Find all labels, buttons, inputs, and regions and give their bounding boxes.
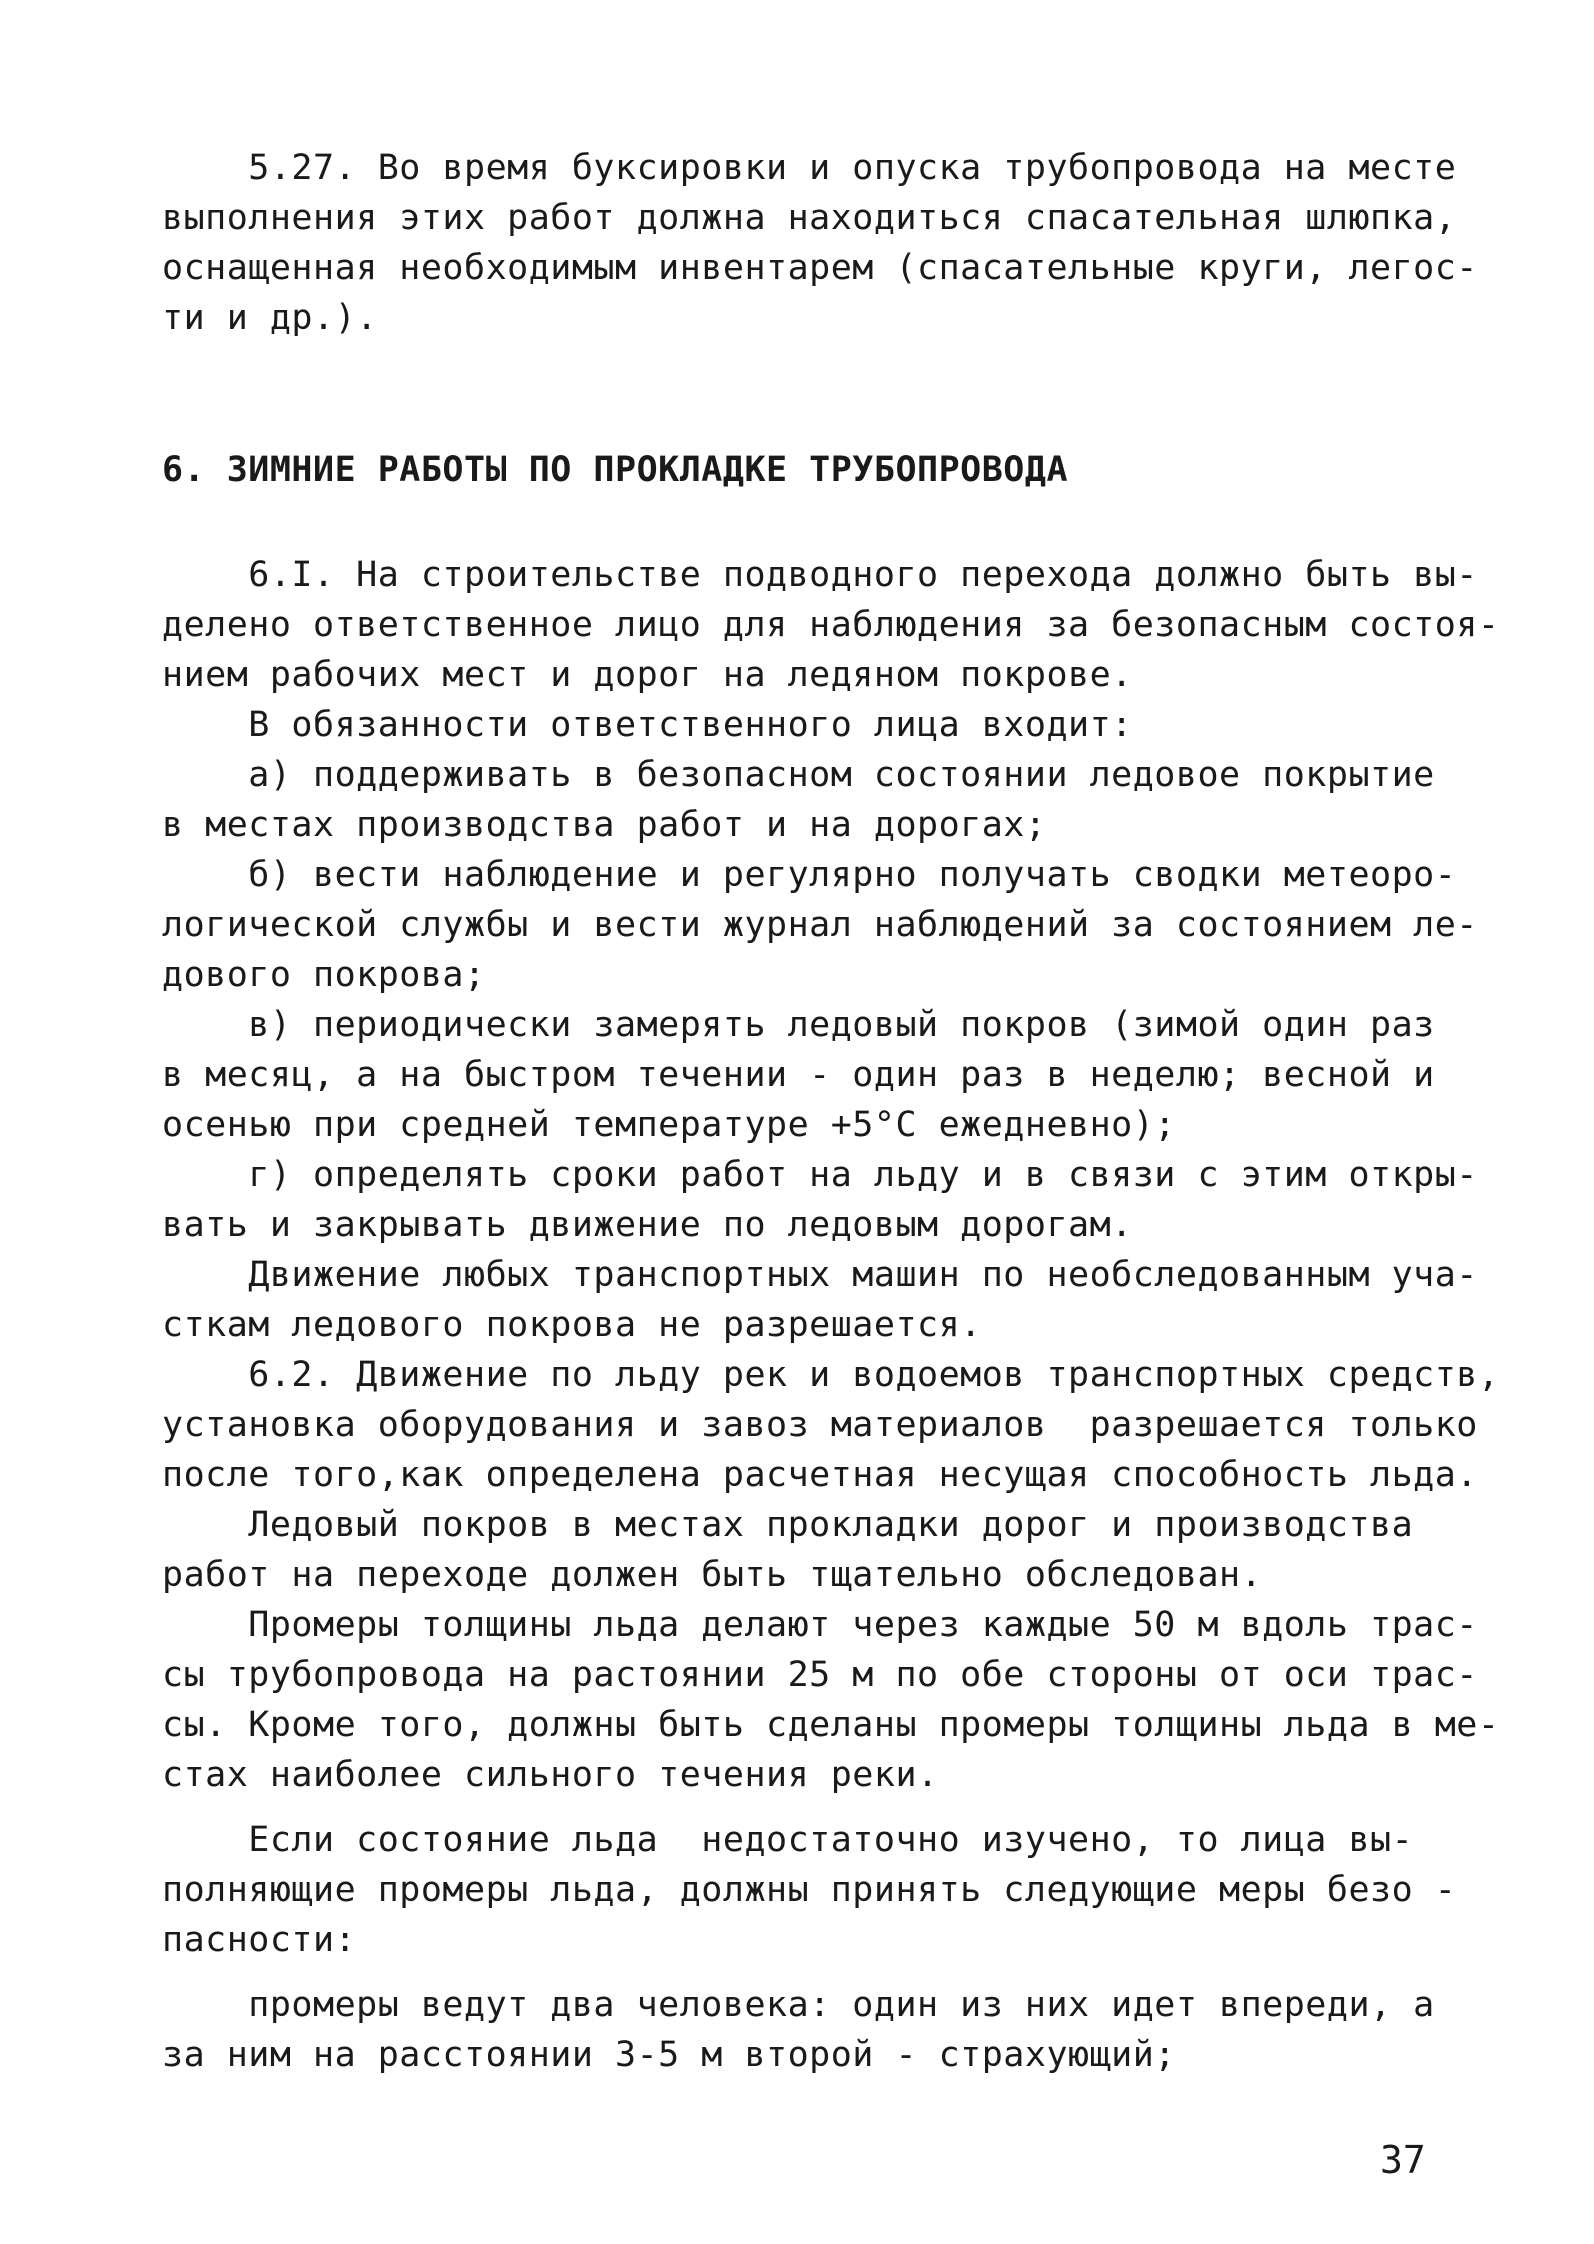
paragraph-5-27-line-1: 5.27. Во время буксировки и опуска трубопровода на месте xyxy=(162,148,1457,188)
paragraph-6-1-line-7: б) вести наблюдение и регулярно получать сводки метеоро- xyxy=(162,855,1457,895)
paragraph-6-1-line-11: в месяц, а на быстром течении - один раз в неделю; весной и xyxy=(162,1055,1435,1095)
paragraph-6-2-line-1: 6.2. Движение по льду рек и водоемов транспортных средств, xyxy=(162,1355,1500,1395)
paragraph-6-1-line-16: сткам ледового покрова не разрешается. xyxy=(162,1305,982,1345)
paragraph-6-2-line-8: сы. Кроме того, должны быть сделаны промеры толщины льда в ме- xyxy=(162,1705,1500,1745)
paragraph-6-1-line-5: а) поддерживать в безопасном состоянии ледовое покрытие xyxy=(162,755,1435,795)
paragraph-6-2-line-10: Если состояние льда недостаточно изучено, то лица вы- xyxy=(162,1820,1414,1860)
paragraph-6-1-line-2: делено ответственное лицо для наблюдения за безопасным состоя- xyxy=(162,605,1500,645)
paragraph-6-2-line-6: Промеры толщины льда делают через каждые 50 м вдоль трас- xyxy=(162,1605,1478,1645)
paragraph-6-1-line-14: вать и закрывать движение по ледовым дорогам. xyxy=(162,1205,1133,1245)
paragraph-5-27-line-4: ти и др.). xyxy=(162,298,378,338)
paragraph-6-2-line-3: после того,как определена расчетная несущая способность льда. xyxy=(162,1455,1478,1495)
paragraph-6-2-line-5: работ на переходе должен быть тщательно обследован. xyxy=(162,1555,1263,1595)
paragraph-5-27-line-2: выполнения этих работ должна находиться спасательная шлюпка, xyxy=(162,198,1457,238)
paragraph-6-2-line-9: стах наиболее сильного течения реки. xyxy=(162,1755,939,1795)
paragraph-6-2-line-2: установка оборудования и завоз материалов разрешается только xyxy=(162,1405,1478,1445)
paragraph-6-2-line-13: промеры ведут два человека: один из них идет впереди, а xyxy=(162,1985,1435,2025)
paragraph-6-2-line-14: за ним на расстоянии 3-5 м второй - страхующий; xyxy=(162,2035,1176,2075)
paragraph-6-2-line-11: полняющие промеры льда, должны принять следующие меры безо - xyxy=(162,1870,1457,1910)
paragraph-6-1-line-8: логической службы и вести журнал наблюдений за состоянием ле- xyxy=(162,905,1478,945)
paragraph-6-1-line-1: 6.I. На строительстве подводного перехода должно быть вы- xyxy=(162,555,1478,595)
page-number: 37 xyxy=(1380,2138,1426,2182)
paragraph-6-1-line-12: осенью при средней температуре +5°С ежедневно); xyxy=(162,1105,1176,1145)
paragraph-6-1-line-13: г) определять сроки работ на льду и в связи с этим откры- xyxy=(162,1155,1478,1195)
paragraph-6-2-line-4: Ледовый покров в местах прокладки дорог и производства xyxy=(162,1505,1414,1545)
paragraph-6-1-line-9: дового покрова; xyxy=(162,955,486,995)
paragraph-6-2-line-12: пасности: xyxy=(162,1920,357,1960)
paragraph-6-1-line-3: нием рабочих мест и дорог на ледяном покрове. xyxy=(162,655,1133,695)
section-6-heading: 6. ЗИМНИЕ РАБОТЫ ПО ПРОКЛАДКЕ ТРУБОПРОВОДА xyxy=(162,450,1069,490)
paragraph-5-27-line-3: оснащенная необходимым инвентарем (спасательные круги, легос- xyxy=(162,248,1478,288)
paragraph-6-1-line-4: В обязанности ответственного лица входит: xyxy=(162,705,1133,745)
paragraph-6-1-line-10: в) периодически замерять ледовый покров (зимой один раз xyxy=(162,1005,1435,1045)
paragraph-6-1-line-15: Движение любых транспортных машин по необследованным уча- xyxy=(162,1255,1478,1295)
paragraph-6-1-line-6: в местах производства работ и на дорогах; xyxy=(162,805,1047,845)
paragraph-6-2-line-7: сы трубопровода на растоянии 25 м по обе стороны от оси трас- xyxy=(162,1655,1478,1695)
